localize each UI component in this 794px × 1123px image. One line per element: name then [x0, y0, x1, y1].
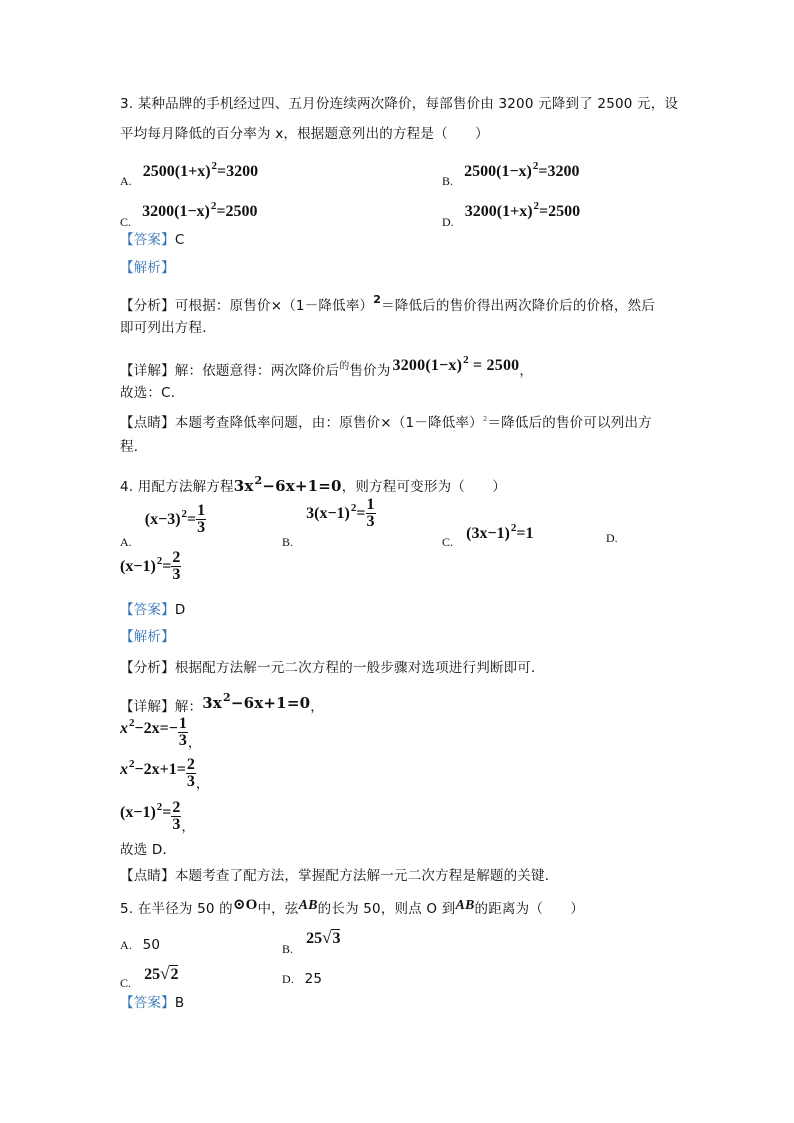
q3-option-a — [120, 157, 259, 188]
numerator: 1 — [366, 496, 375, 513]
exponent: 2 — [156, 555, 163, 567]
expr-part: (x−1) — [120, 804, 156, 821]
expr-part: 2500 — [464, 163, 497, 180]
q4-option-d-letter — [606, 527, 618, 546]
expr-part: 3x — [233, 477, 254, 495]
punctuation: ， — [181, 819, 196, 835]
exponent: 2 — [129, 758, 135, 770]
exponent: 2 — [463, 354, 469, 366]
q5-stem-text: 在半径为 50 的 — [137, 901, 233, 917]
option-letter: D. — [282, 972, 295, 986]
q3-stem-text: 某种品牌的手机经过四、五月份连续两次降价，每部售价由 3200 元降到了 2500 元，设 — [137, 96, 679, 112]
exponent: 2 — [373, 293, 382, 306]
exponent: 2 — [510, 522, 517, 534]
option-letter: C. — [120, 976, 132, 990]
option-letter: C. — [120, 215, 132, 229]
numerator: 1 — [178, 715, 187, 732]
fraction — [196, 503, 206, 536]
expr-part: (1−x) — [174, 203, 210, 220]
expr-part: −2x+1= — [134, 761, 186, 778]
fraction — [171, 800, 181, 833]
xiangjie-text: 解：依题意得：两次降价后 — [174, 363, 340, 379]
coefficient: 25 — [306, 930, 323, 947]
exponent: 2 — [156, 801, 163, 813]
xiangjie-text: 的 — [339, 361, 350, 372]
sqrt-icon: √ — [322, 928, 332, 947]
option-letter: B. — [282, 535, 294, 549]
q3-fenxi-line2: 即可列出方程． — [120, 320, 216, 336]
q5-option-c — [120, 964, 179, 990]
expr-part: (x−1) — [120, 558, 156, 575]
q4-option-c — [442, 519, 534, 549]
q3-analysis-label: 【解析】 — [120, 260, 175, 276]
fraction — [186, 757, 196, 790]
option-letter: D. — [442, 215, 454, 229]
expr-part: (3x−1) — [466, 525, 510, 542]
numerator: 2 — [186, 756, 195, 773]
option-letter: D. — [606, 531, 618, 545]
punctuation: ， — [519, 363, 534, 379]
fenxi-text: ＝降低后的售价得出两次降价后的价格，然后 — [381, 298, 656, 314]
sqrt-icon: √ — [160, 964, 170, 983]
fraction — [366, 497, 376, 530]
punctuation: ， — [195, 776, 210, 792]
q3-answer — [120, 231, 184, 249]
denominator: 3 — [172, 566, 181, 583]
fenxi-label: 【分析】 — [120, 660, 175, 676]
q4-option-b — [282, 496, 376, 549]
expr-part: 3(x−1) — [306, 505, 350, 522]
expr-part: 3x — [202, 694, 222, 712]
q4-step-2 — [120, 716, 202, 749]
fraction — [171, 550, 181, 583]
expr-part: −6x+1=0 — [230, 694, 311, 712]
q4-option-a — [120, 502, 206, 549]
expr-part: x — [120, 720, 128, 737]
expr-part: =1 — [516, 525, 534, 542]
q4-step-4 — [120, 800, 195, 833]
answer-value: C — [174, 232, 185, 248]
xiangjie-label: 【详解】 — [120, 699, 175, 715]
expr-part: (1+x) — [174, 163, 211, 180]
option-letter: B. — [282, 942, 294, 956]
answer-value: B — [174, 995, 185, 1011]
q4-number: 4. — [120, 479, 134, 495]
dianjing-text: 本题考查了配方法，掌握配方法解一元二次方程是解题的关键． — [174, 868, 559, 884]
dianjing-text: 本题考查降低率问题，由：原售价×（1－降低率） — [174, 415, 483, 431]
exponent: 2 — [532, 160, 539, 172]
expr-part: =2500 — [216, 203, 258, 220]
q5-option-d — [282, 970, 322, 988]
denominator: 3 — [366, 513, 375, 530]
chord-ab: AB — [298, 898, 318, 913]
q3-xiangjie — [120, 356, 533, 380]
q3-stem-line1 — [120, 95, 678, 113]
answer-label: 【答案】 — [120, 602, 175, 618]
q4-dianjing — [120, 867, 558, 885]
expr-part: =2500 — [539, 203, 581, 220]
q5-answer — [120, 994, 184, 1012]
exponent: 2 — [210, 200, 217, 212]
option-letter: A. — [120, 938, 133, 952]
dianjing-text: ＝降低后的售价可以列出方 — [487, 415, 652, 431]
q4-stem — [120, 472, 506, 496]
q3-option-b — [442, 157, 580, 188]
q4-conclusion: 故选 D． — [120, 842, 177, 858]
xiangjie-text: 售价为 — [349, 363, 391, 379]
fraction — [178, 716, 188, 749]
option-letter: C. — [442, 535, 454, 549]
q4-analysis-label: 【解析】 — [120, 629, 175, 645]
denominator: 3 — [186, 773, 195, 790]
expr-part: 3200 — [142, 203, 175, 220]
expr-part: (1−x) — [496, 163, 532, 180]
q4-option-d-expr — [120, 550, 181, 583]
numerator: 1 — [197, 502, 206, 519]
q4-stem-text: ，则方程可变形为（ ） — [341, 479, 507, 495]
circle-o-symbol: ⊙O — [232, 897, 258, 913]
radicand: 2 — [170, 966, 179, 983]
q5-stem-text: 的距离为（ ） — [474, 901, 585, 917]
punctuation: ， — [310, 699, 324, 715]
expr-part: (1+x) — [496, 203, 533, 220]
chord-ab: AB — [455, 898, 475, 913]
denominator: 3 — [178, 732, 187, 749]
option-letter: B. — [442, 174, 454, 188]
expr-part: = — [356, 505, 366, 522]
q3-option-c — [120, 197, 258, 229]
radicand: 3 — [332, 930, 341, 947]
xiangjie-text: 解： — [174, 699, 203, 715]
exponent: 2 — [211, 160, 218, 172]
q3-dianjing-line1 — [120, 410, 652, 432]
exponent: 2 — [533, 200, 540, 212]
q3-number: 3. — [120, 96, 134, 112]
numerator: 2 — [172, 549, 181, 566]
expr-part: −6x+1=0 — [262, 477, 342, 495]
q4-stem-text: 用配方法解方程 — [137, 479, 234, 495]
expr-part: =3200 — [538, 163, 580, 180]
fenxi-label: 【分析】 — [120, 298, 175, 314]
q3-stem-line2: 平均每月降低的百分率为 x，根据题意列出的方程是（ ） — [120, 126, 489, 142]
expr-part: 2500 — [142, 163, 175, 180]
expr-part: = — [162, 804, 172, 821]
q5-stem-text: 中，弦 — [257, 901, 299, 917]
option-value: 25 — [304, 971, 323, 987]
expr-part: (1−x) — [425, 357, 463, 374]
option-value: 50 — [142, 937, 161, 953]
expr-part: 3200 — [392, 357, 426, 374]
expr-part: = — [162, 558, 172, 575]
numerator: 2 — [172, 799, 181, 816]
option-letter: A. — [120, 535, 132, 549]
fenxi-text: 可根据：原售价×（1－降低率） — [174, 298, 374, 314]
punctuation: ， — [187, 735, 202, 751]
option-letter: A. — [120, 174, 132, 188]
exponent: 2 — [350, 502, 357, 514]
exponent: 2 — [223, 691, 231, 704]
q5-stem — [120, 897, 585, 919]
expr-part: (x−3) — [144, 511, 181, 528]
answer-label: 【答案】 — [120, 995, 175, 1011]
q3-fenxi-line1 — [120, 291, 655, 315]
expr-part: =3200 — [217, 163, 259, 180]
q4-fenxi — [120, 659, 545, 677]
exponent: 2 — [181, 508, 188, 520]
fenxi-text: 根据配方法解一元二次方程的一般步骤对选项进行判断即可． — [174, 660, 545, 676]
xiangjie-label: 【详解】 — [120, 363, 175, 379]
coefficient: 25 — [144, 966, 161, 983]
expr-part: 3200 — [464, 203, 497, 220]
exponent: 2 — [129, 717, 135, 729]
q4-xiangjie — [120, 692, 324, 716]
q4-step-3 — [120, 757, 210, 790]
exponent: 2 — [254, 474, 263, 487]
q3-dianjing-line2: 程． — [120, 439, 148, 455]
dianjing-label: 【点睛】 — [120, 415, 175, 431]
exponent: 2 — [482, 415, 488, 423]
expr-part: = — [187, 511, 197, 528]
denominator: 3 — [172, 816, 181, 833]
q3-option-d — [442, 197, 581, 229]
q5-option-a — [120, 936, 160, 954]
answer-value: D — [174, 602, 186, 618]
answer-label: 【答案】 — [120, 232, 175, 248]
q4-answer — [120, 601, 185, 619]
q5-stem-text: 的长为 50，则点 O 到 — [317, 901, 456, 917]
q5-number: 5. — [120, 901, 134, 917]
denominator: 3 — [197, 519, 206, 536]
expr-part: = 2500 — [468, 357, 520, 374]
q3-conclusion: 故选：C． — [120, 385, 185, 401]
expr-part: −2x=− — [134, 720, 178, 737]
expr-part: x — [120, 761, 128, 778]
q5-option-b — [282, 928, 341, 956]
dianjing-label: 【点睛】 — [120, 868, 175, 884]
